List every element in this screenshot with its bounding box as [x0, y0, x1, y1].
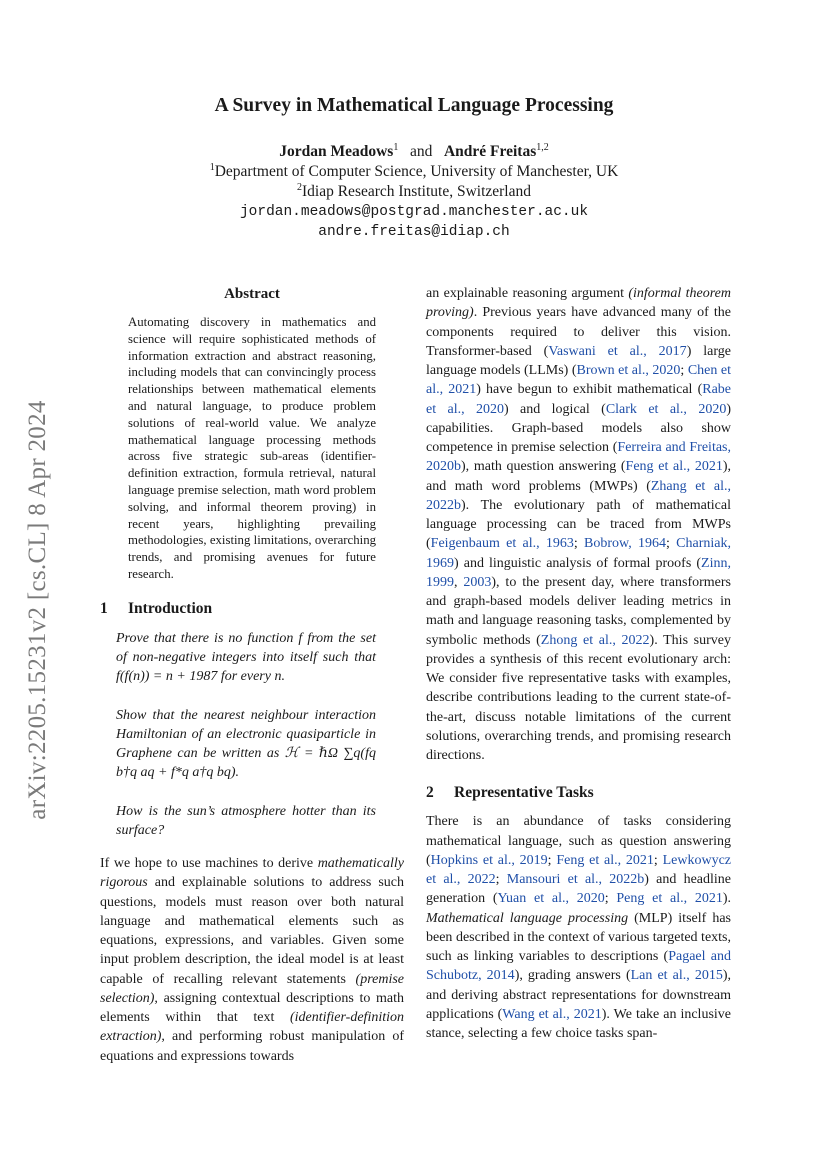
email-address[interactable]: andre.freitas@idiap.ch [318, 224, 510, 240]
citation-separator: ; [680, 363, 688, 378]
author-affil-marker: 1,2 [536, 142, 549, 153]
body-text: ). This survey provides a synthesis of this recent evolutionary arch: We consider five representative tasks with examples, describe contributions leading to the current state-of-the-art, discuss notable limitations of the current solutions, overarching trends, and promising research directions. [426, 632, 732, 763]
author-name: Jordan Meadows [279, 143, 394, 160]
citation-separator: ; [547, 852, 557, 868]
author-affil-marker: 1 [393, 142, 399, 153]
citation-link[interactable]: Rabe et al., 2020 [426, 382, 731, 417]
body-emphasis: (identifier-definition extraction) [100, 1010, 404, 1045]
body-text: ). The evolutionary path of mathematical language processing can be traced from MWPs ( [426, 497, 731, 552]
citation-separator: ; [495, 872, 507, 887]
right-column [426, 284, 731, 1043]
affiliation-text: Idiap Research Institute, Switzerland [302, 183, 531, 200]
body-text: There is an abundance of tasks considering mathematical language, such as question answering ( [426, 814, 731, 868]
citation-separator: ; [653, 852, 663, 868]
example-quote: Show that the nearest neighbour interaction Hamiltonian of an electronic quasiparticle in Graphene can be written as ℋ = ℏΩ ∑q(fq b†q aq + f*q a†q bq). [116, 707, 376, 781]
body-text: , assigning contextual descriptions to math elements within that text [100, 990, 404, 1025]
body-text: ), grading answers ( [514, 968, 631, 984]
citation-link[interactable]: Feigenbaum et al., 1963 [430, 536, 574, 552]
affiliation-marker: 2 [297, 182, 302, 193]
citation-link[interactable]: 2003 [463, 574, 492, 590]
citation-link[interactable]: Mansouri et al., 2022b [506, 872, 645, 887]
body-emphasis: mathematically rigorous [100, 856, 404, 891]
section-title: Introduction [128, 599, 213, 617]
paper-header [100, 94, 728, 242]
affiliation [100, 162, 728, 182]
citation-link[interactable]: Chen et al., 2021 [426, 363, 732, 398]
abstract-body: Automating discovery in mathematics and science will require sophisticated methods of information extraction and abstract reasoning, including models that can convincingly process relationships between mathematical elements and natural language, to produce problem solutions of real-world value. We analyze mathematical language processing methods across five strategic sub-areas (identifier-definition extraction, formula retrieval, natural language premise selection, math word problem solving, and informal theorem proving) in recent years, highlighting prevailing methodologies, existing limitations, overarching trends, and promising avenues for future research. [128, 315, 376, 581]
body-text: ), to the present day, where transformers and graph-based models deliver leading metrics in math and language reasoning tasks, complemented by symbolic methods ( [426, 574, 732, 648]
author-line [100, 142, 728, 162]
body-text: an explainable reasoning argument [426, 286, 629, 301]
body-paragraph [100, 854, 404, 1066]
body-text: , and performing robust manipulation of equations and expressions towards [100, 1029, 404, 1064]
body-emphasis: (informal theorem proving) [426, 286, 731, 321]
body-emphasis: Mathematical language processing [426, 910, 629, 926]
citation-link[interactable]: Lewkowycz et al., 2022 [426, 852, 731, 887]
citation-link[interactable]: Clark et al., 2020 [605, 401, 727, 417]
body-text: (MLP) itself has been described in the context of various targeted texts, such as linking variables to descriptions ( [426, 910, 731, 964]
section-heading [426, 783, 731, 803]
body-text: ) capabilities. Graph-based models also show competence in premise selection ( [426, 401, 731, 455]
body-text: ) and headline generation ( [426, 872, 731, 907]
citation-separator: ; [573, 536, 585, 552]
citation-link[interactable]: Zhang et al., 2022b [426, 478, 731, 513]
body-text: ). We take an inclusive stance, selecting a few choice tasks span- [426, 1006, 731, 1041]
citation-link[interactable]: Charniak, 1969 [426, 536, 731, 571]
body-text: If we hope to use machines to derive [100, 856, 318, 871]
left-column [100, 284, 404, 1066]
citation-link[interactable]: Bobrow, 1964 [584, 536, 667, 552]
affiliation [100, 182, 728, 202]
body-text: ), math question answering ( [461, 459, 626, 475]
body-emphasis: (premise selection) [100, 971, 404, 1006]
body-text: ) and linguistic analysis of formal proofs ( [454, 555, 702, 571]
section-title: Representative Tasks [454, 784, 594, 802]
affiliation-text: Department of Computer Science, University of Manchester, UK [214, 163, 619, 180]
body-paragraph [426, 812, 731, 1043]
body-text: ) and logical ( [504, 401, 606, 417]
citation-link[interactable]: Feng et al., 2021 [625, 459, 723, 475]
citation-separator: ; [604, 891, 617, 907]
example-quote: Prove that there is no function f from the set of non-negative integers into itself such that f(f(n)) = n + 1987 for every n. [116, 630, 376, 685]
citation-link[interactable]: Pagael and Schubotz, 2014 [426, 949, 731, 984]
citation-link[interactable]: Brown et al., 2020 [576, 363, 681, 378]
affiliation-marker: 1 [209, 162, 215, 173]
body-text: ). [722, 891, 731, 907]
body-paragraph [426, 284, 731, 765]
arxiv-identifier: arXiv:2205.15231v2 [cs.CL] 8 Apr 2024 [24, 400, 51, 820]
citation-separator: ; [666, 536, 677, 552]
body-text: ) large language models (LLMs) ( [426, 343, 731, 378]
abstract-heading: Abstract [224, 286, 280, 302]
citation-separator: , [454, 574, 464, 590]
body-text: . Previous years have advanced many of the components required to deliver this vision. Transformer-based ( [426, 305, 731, 359]
body-text: ) have begun to exhibit mathematical ( [476, 382, 703, 398]
author-conjunction: and [409, 143, 433, 160]
citation-link[interactable]: Zhong et al., 2022 [540, 632, 650, 648]
paper-title: A Survey in Mathematical Language Processing [214, 95, 614, 116]
email-address[interactable]: jordan.meadows@postgrad.manchester.ac.uk [239, 204, 589, 220]
arxiv-sidebar [0, 360, 72, 860]
citation-link[interactable]: Zinn, 1999 [426, 555, 731, 590]
body-text: ), and math word problems (MWPs) ( [426, 459, 731, 494]
citation-link[interactable]: Wang et al., 2021 [502, 1006, 602, 1022]
section-heading [100, 599, 404, 619]
citation-link[interactable]: Yuan et al., 2020 [497, 891, 605, 907]
body-text: and explainable solutions to address such questions, models must reason over both natural language and mathematical elements such as equations, expressions, and variables. Given some input problem description, the ideal model is at least capable of recalling relevant statements [100, 875, 404, 987]
author-name: André Freitas [443, 143, 537, 160]
citation-link[interactable]: Peng et al., 2021 [616, 891, 723, 907]
body-text: ), and deriving abstract representations for downstream applications ( [426, 968, 731, 1022]
citation-link[interactable]: Lan et al., 2015 [630, 968, 723, 984]
section-number: 2 [426, 784, 434, 802]
example-quote: How is the sun’s atmosphere hotter than its surface? [116, 803, 376, 838]
citation-link[interactable]: Ferreira and Freitas, 2020b [426, 440, 731, 475]
section-number: 1 [100, 599, 108, 617]
citation-link[interactable]: Vaswani et al., 2017 [548, 343, 687, 359]
citation-link[interactable]: Feng et al., 2021 [556, 852, 654, 868]
citation-link[interactable]: Hopkins et al., 2019 [430, 852, 548, 868]
